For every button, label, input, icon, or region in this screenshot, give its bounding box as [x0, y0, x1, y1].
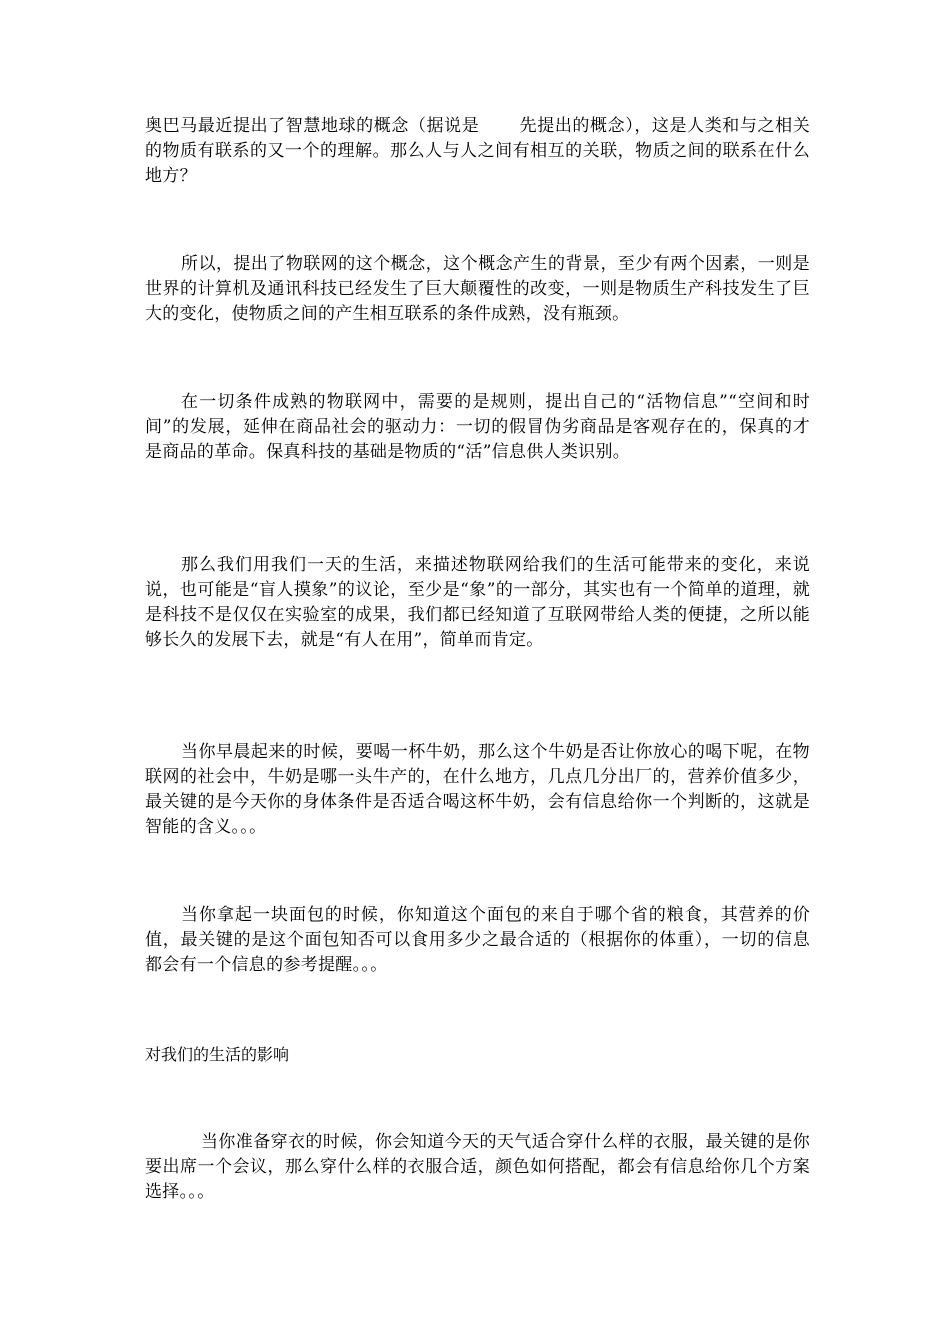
- paragraph-1-part-a: 奥巴马最近提出了智慧地球的概念（据说是: [145, 116, 480, 136]
- paragraph-1: [145, 114, 810, 189]
- section-heading: 对我们的生活的影响: [145, 1045, 290, 1064]
- paragraph-2: 所以，提出了物联网的这个概念，这个概念产生的背景，至少有两个因素，一则是世界的计算机及通讯科技已经发生了巨大颠覆性的改变，一则是物质生产科技发生了巨大的变化，使物质之间的产生相互联系的条件成熟，没有瓶颈。: [145, 254, 810, 324]
- paragraph-7: 当你准备穿衣的时候，你会知道今天的天气适合穿什么样的衣服，最关键的是你要出席一个会议，那么穿什么样的衣服合适，颜色如何搭配，都会有信息给你几个方案选择。。。: [145, 1132, 810, 1202]
- paragraph-6: 当你拿起一块面包的时候，你知道这个面包的来自于哪个省的粮食，其营养的价值，最关键的是这个面包知否可以食用多少之最合适的（根据你的体重），一切的信息都会有一个信息的参考提醒。。。: [145, 905, 810, 975]
- paragraph-4: 那么我们用我们一天的生活，来描述物联网给我们的生活可能带来的变化，来说说，也可能是“盲人摸象”的议论，至少是“象”的一部分，其实也有一个简单的道理，就是科技不是仅仅在实验室的成果，我们都已经知道了互联网带给人类的便捷，之所以能够长久的发展下去，就是“有人在用”，简单而肯定。: [145, 555, 810, 650]
- paragraph-5: 当你早晨起来的时候，要喝一杯牛奶，那么这个牛奶是否让你放心的喝下呢，在物联网的社会中，牛奶是哪一头牛产的，在什么地方，几点几分出厂的，营养价值多少，最关键的是今天你的身体条件是否适合喝这杯牛奶，会有信息给你一个判断的，这就是智能的含义。。。: [145, 742, 810, 837]
- paragraph-1-part-b: 先提出的概念），这是人类和与之相关的物质有联系的又一个的理解。那么人与人之间有相互的关联，物质之间的联系在什么地方？: [145, 116, 810, 186]
- paragraph-3: 在一切条件成熟的物联网中，需要的是规则，提出自己的“活物信息”“空间和时间”的发展，延伸在商品社会的驱动力：一切的假冒伪劣商品是客观存在的，保真的才是商品的革命。保真科技的基础是物质的“活”信息供人类识别。: [145, 392, 810, 462]
